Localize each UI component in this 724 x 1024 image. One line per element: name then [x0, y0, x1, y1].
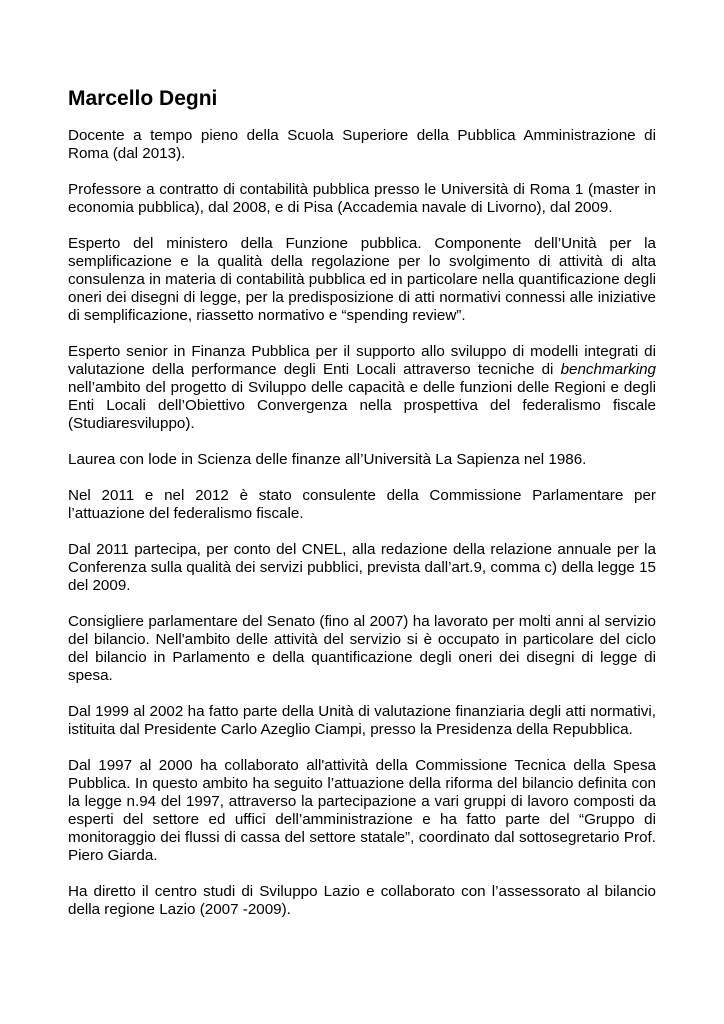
paragraph-senate: Consigliere parlamentare del Senato (fino al 2007) ha lavorato per molti anni al servizio del bilancio. Nell'ambito delle attività del servizio si è occupato in particolare del ciclo del bilancio in Parlamento e della quantificazione degli oneri dei disegni di legge di spesa. — [68, 613, 656, 684]
paragraph-senior-expert — [68, 343, 656, 433]
paragraph-evaluation-unit: Dal 1999 al 2002 ha fatto parte della Unità di valutazione finanziaria degli atti normativi, istituita dal Presidente Carlo Azeglio Ciampi, presso la Presidenza della Repubblica. — [68, 703, 656, 738]
paragraph-senior-expert-italic: benchmarking — [560, 361, 656, 378]
paragraph-parliament-consultant: Nel 2011 e nel 2012 è stato consulente della Commissione Parlamentare per l’attuazione del federalismo fiscale. — [68, 487, 656, 522]
paragraph-teaching: Professore a contratto di contabilità pubblica presso le Università di Roma 1 (master in economia pubblica), dal 2008, e di Pisa (Accademia navale di Livorno), dal 2009. — [68, 181, 656, 216]
paragraph-cnel: Dal 2011 partecipa, per conto del CNEL, alla redazione della relazione annuale per la Conferenza sulla qualità dei servizi pubblici, prevista dall’art.9, comma c) della legge 15 del 2009. — [68, 541, 656, 594]
paragraph-ministry-expert: Esperto del ministero della Funzione pubblica. Componente dell’Unità per la semplificazione e la qualità della regolazione per lo svolgimento di attività di alta consulenza in materia di contabilità pubblica ed in particolare nella quantificazione degli oneri dei disegni di legge, per la predisposizione di atti normativi connessi alle iniziative di semplificazione, riassetto normativo e “spending review”. — [68, 235, 656, 324]
paragraph-degree: Laurea con lode in Scienza delle finanze all’Università La Sapienza nel 1986. — [68, 451, 587, 468]
paragraph-spending-commission: Dal 1997 al 2000 ha collaborato all'attività della Commissione Tecnica della Spesa Pubblica. In questo ambito ha seguito l’attuazione della riforma del bilancio definita con la legge n.94 del 1997, attraverso la partecipazione a vari gruppi di lavoro composti da esperti del settore ed uffici dell’amministrazione e ha fatto parte del “Gruppo di monitoraggio dei flussi di cassa del settore statale”, coordinato dal sottosegretario Prof. Piero Giarda. — [68, 757, 656, 864]
paragraph-current-position: Docente a tempo pieno della Scuola Superiore della Pubblica Amministrazione di Roma (dal 2013). — [68, 127, 656, 162]
paragraph-senior-expert-part2: nell’ambito del progetto di Sviluppo delle capacità e delle funzioni delle Regioni e degli Enti Locali dell’Obiettivo Convergenza nella prospettiva del federalismo fiscale (Studiaresviluppo). — [68, 379, 656, 432]
document-page — [68, 86, 656, 937]
paragraph-sviluppo-lazio: Ha diretto il centro studi di Sviluppo Lazio e collaborato con l’assessorato al bilancio della regione Lazio (2007 -2009). — [68, 883, 656, 918]
paragraph-senior-expert-part1: Esperto senior in Finanza Pubblica per il supporto allo sviluppo di modelli integrati di valutazione della performance degli Enti Locali attraverso tecniche di — [68, 343, 656, 378]
document-title: Marcello Degni — [68, 87, 218, 110]
